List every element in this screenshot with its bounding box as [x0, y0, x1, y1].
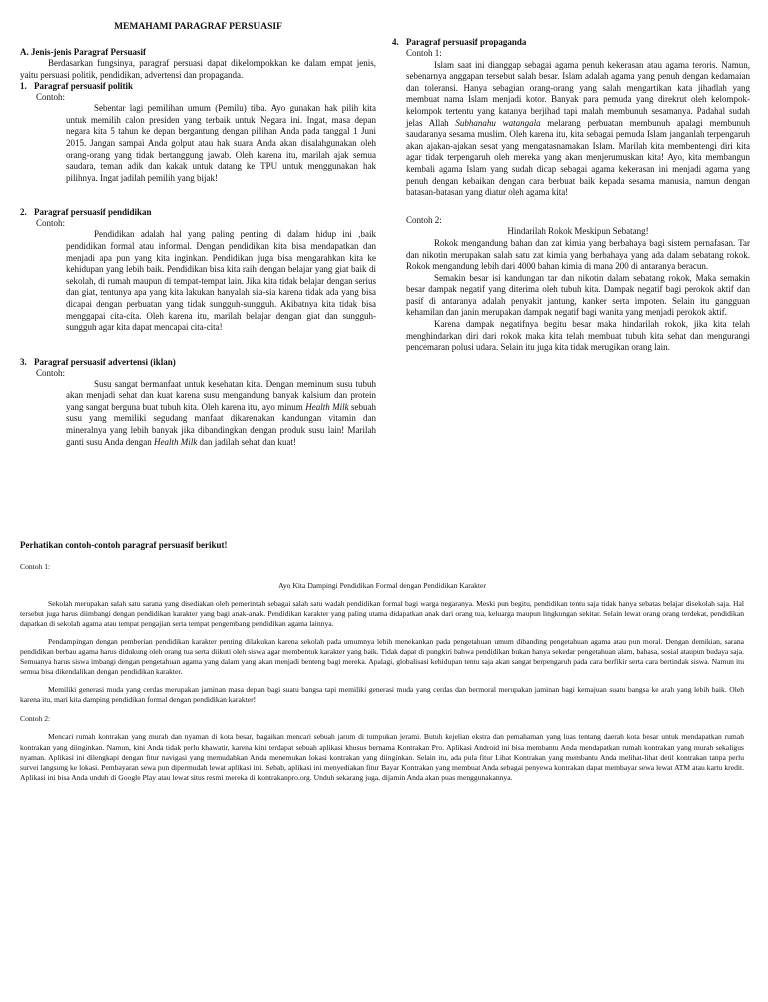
item-4-example-2-label: Contoh 2:: [406, 214, 442, 225]
item-4-ex1-part-b: melarang perbuatan membunuh apalagi membunuh saudaranya sesama muslim. Oleh karena itu, kita sebagai pemuda Islam janganlah terpengaruh akan ajakan-ajakan sesat yang mengatasnamakan Islam. Marilah kita membentengi diri kita agar tidak terpengaruh oleh mereka yang akan menjerumuskan kita! Ayo, kita membangun kembali agama Islam yang sudah dicap sebagai agama kekerasan ini menjadi agama yang penuh dengan kebaikan dengan cara berbuat baik kepada sesama manusia, namun dengan batasan-batasan yang diatur oleh agama kita!: [406, 117, 750, 198]
item-4-example-2-title: Hindarilah Rokok Meskipun Sebatang!: [507, 226, 649, 237]
page-title: MEMAHAMI PARAGRAF PERSUASIF: [114, 22, 282, 32]
item-2-body: Pendidikan adalah hal yang paling penting di dalam hidup ini ,baik pendidikan formal atau informal. Dengan pendidikan kita bisa mendapatkan dan menjadi apa pun yang kita inginkan. Pendidikan juga bisa mengarahkan kita ke kehidupan yang lebih baik. Pendidikan bisa kita raih dengan belajar yang giat baik di sekolah, di rumah maupun di tempat-tempat lain. Jika kita tidak belajar dengan serius dan giat, tentunya apa yang kita lakukan hanyalah sia-sia karena tidak ada yang bisa dicapai dengan perbuatan yang tidak sungguh-sungguh. Akibatnya kita tidak bisa menggapai cita-cita. Oleh karena itu, marilah belajar dengan giat dan sungguh-sungguh agar kita dapat mencapai cita-cita!: [66, 229, 376, 333]
bottom-example-2-label: Contoh 2:: [20, 714, 51, 724]
item-2-number: 2.: [20, 207, 27, 218]
item-3-title: Paragraf persuasif advertensi (iklan): [34, 356, 176, 367]
item-1-body: Sebentar lagi pemilihan umum (Pemilu) tiba. Ayo gunakan hak pilih kita untuk memilih calon presiden yang terbaik untuk Negara ini. Ingat, masa depan negara kita 5 tahun ke depan bergantung dengan pilihan Anda pada tanggal 1 Juni 2015. Jangan sampai Anda golput atau hak suara Anda akan disalahgunakan oleh orang-orang yang tidak bertanggung jawab. Oleh karena itu, marilah ajak semua saudara, teman adik dan kakak untuk datang ke TPU untuk menggunakan hak pilihnya. Ingat jadilah pemilih yang bijak!: [66, 103, 376, 183]
section-a-heading: A. Jenis-jenis Paragraf Persuasif: [20, 47, 146, 57]
item-3-number: 3.: [20, 356, 27, 367]
item-1-heading: [20, 81, 376, 92]
left-column: [20, 0, 376, 448]
item-3-heading: [20, 357, 376, 368]
bottom-example-1-p2: Pendampingan dengan pemberian pendidikan karakter penting dilakukan karena sekolah pada umumnya lebih menekankan pada pengetahuan umum dibanding pengetahuan agama atau pun moral. Dengan demikian, sarana pendidikan berbau agama harus didukung oleh orang tua serta diikuti oleh siswa agar membentuk karakter yang baik. Tidak dapat di pungkiri bahwa pendidikan bukan hanya sekedar pengetahuan alam, bahasa, sosial ataupun budaya saja. Semuanya harus siswa imbangi dengan pengetahuan agama yang dalam yang akan menjadi benteng bagi mereka. Apalagi, globalisasi kehidupan tentu saja akan sangat berpengaruh pada cara berfikir serta cara bertindak siswa. Namun itu semua bisa dikendalikan dengan pendidikan karakter.: [20, 636, 744, 677]
item-4-example-2-p1: Rokok mengandung bahan dan zat kimia yang berbahaya bagi sistem pernafasan. Tar dan nikotin merupakan salah satu zat kimia yang berbahaya yang ada dalam sebatang rokok. Rokok mengandung lebih dari 4000 bahan kimia di mana 200 di antaranya beracun.: [406, 237, 750, 272]
bottom-example-1-p3: Memiliki generasi muda yang cerdas merupakan jaminan masa depan bagi suatu bangsa tapi memiliki generasi muda yang cerdas dan bermoral merupakan jaminan bagi kemajuan suatu bangsa ke arah yang lebih baik. Oleh karena itu, mari kita damping pendidikan formal dengan pendidikan karakter!: [20, 685, 744, 705]
examples-heading: Perhatikan contoh-contoh paragraf persuasif berikut!: [20, 540, 228, 550]
item-1-number: 1.: [20, 81, 27, 92]
item-2-label: Contoh:: [36, 218, 66, 229]
item-3-brand-2: Health Milk: [154, 436, 198, 447]
section-a-intro: Berdasarkan fungsinya, paragraf persuasi dapat dikelompokkan ke dalam empat jenis, yaitu persuasi politik, pendidikan, advertensi dan propaganda.: [20, 58, 376, 80]
item-1-label: Contoh:: [36, 92, 66, 103]
right-column: [392, 0, 750, 354]
item-4-title: Paragraf persuasif propaganda: [406, 37, 527, 47]
item-4-heading: [392, 37, 750, 48]
item-2-title: Paragraf persuasif pendidikan: [34, 207, 152, 218]
item-4-ex1-part-a: Islam saat ini dianggap sebagai agama penuh kekerasan atau agama teroris. Namun, sebenarnya anggapan tersebut salah besar. Islam adalah agama yang penuh dengan kedamaian dan toleransi. Hanya sebagian orang-orang yang salah mengartikan kata jihadlah yang membuat nama Islam menjadi kotor. Banyak para pemuda yang direkrut oleh kelompok-kelompok tertentu yang katanya berjihad tapi malah membunuh sesamanya. Padahal sudah jelas Allah: [406, 59, 750, 128]
bottom-example-1-label: Contoh 1:: [20, 561, 51, 571]
item-4-example-1-body: [406, 60, 750, 199]
item-4-ex1-italic: Subhanahu watangala: [455, 117, 541, 128]
item-4-number: 4.: [392, 37, 399, 47]
item-4-example-2-p3: Karena dampak negatifnya begitu besar maka hindarilah rokok, jika kita telah menghindarkan diri dari rokok maka kita telah membuat tubuh kita sehat dan mengurangi pencemaran polusi udara. Selain itu juga kita tidak merugikan orang lain.: [406, 319, 750, 353]
item-1-title: Paragraf persuasif politik: [34, 81, 133, 92]
bottom-example-2-p1: Mencari rumah kontrakan yang murah dan nyaman di kota besar, bagaikan mencari sebuah jarum di tumpukan jerami. Butuh kejelian ekstra dan pemahaman yang luas tentang daerah kota besar untuk mendapatkan rumah kontrakan yang diinginkan. Namun, kini Anda tidak perlu khawatir, karena kini terdapat sebuah aplikasi khusus bernama Kontrakan Pro. Aplikasi Android ini bisa membantu Anda mendapatkan rumah kontrakan yang murah sekaligus nyaman. Aplikasi ini dilengkapi dengan fitur navigasi yang memudahkan Anda menemukan lokasi kontrakan yang diinginkan. Selain itu, ada pula fitur Lihat Kontrakan yang membantu Anda melihat-lihat detil kontrakan tanpa perlu survei langsung ke lokasi. Pembayaran sewa pun dipermudah lewat aplikasi ini. Sebab, aplikasi ini menyediakan fitur Bayar Kontrakan yang membuat Anda sebagai penyewa kontrakan dapat membayar sewa lewat ATM atau kartu kredit. Aplikasi ini bisa Anda unduh di Google Play atau lewat situs resmi mereka di kontrakanpro.org. Unduh sekarang juga, dijamin Anda akan puas menggunakannya.: [20, 732, 744, 782]
item-4-example-2-p2: Semakin besar isi kandungan tar dan nikotin dalam sebatang rokok, Maka semakin besar dampak negatif yang diterima oleh tubuh kita. Dampak negatif bagi perokok aktif dan pasif di antaranya adalah penyakit jantung, kanker serta impoten. Selain itu gangguan kehamilan dan janin merupakan dampak negatif bagi wanita yang menjadi perokok aktif.: [406, 272, 750, 318]
item-3-body-part-b: sebuah susu yang memiliki segudang manfaat dikarenakan kandungan vitamin dan mineralnya yang lebih banyak jika dibandingkan dengan produk susu lain! Marilah ganti susu Anda dengan: [66, 401, 376, 447]
item-3-label: Contoh:: [36, 367, 66, 378]
examples-section: [20, 540, 744, 783]
item-3-body: [66, 379, 376, 449]
bottom-example-1-p1: Sekolah merupakan salah satu sarana yang disediakan oleh pemerintah sebagai salah satu wadah pendidikan formal bagi warga negaranya. Meski pun begitu, pendidikan tentu saja tidak hanya sebatas belajar disekolah saja. Hal tersebut juga harus diimbangi dengan pendidikan karakter yang bagi anak-anak. Pendidikan karakter yang paling utama didapatkan anak dari orang tua, keluarga maupun lingkungan sekitar. Selain lewat orang orang terdekat, pendidikan dapatkan di sekolah agama atau tempat pengajian serta tempat pengembang pendidikan agama lainnya.: [20, 598, 744, 628]
item-4-example-1-label: Contoh 1:: [406, 48, 442, 58]
item-3-body-part-c: dan jadilah sehat dan kuat!: [197, 436, 296, 447]
item-3-brand: Health Milk: [305, 401, 349, 412]
item-2-heading: [20, 207, 376, 218]
item-3-body-part-a: Susu sangat bermanfaat untuk kesehatan kita. Dengan meminum susu tubuh akan menjadi sehat dan kuat karena susu mengandung banyak kalsium dan protein yang sangat berguna buat tubuh kita. Oleh karena itu, ayo minum: [66, 378, 376, 412]
bottom-example-1-title: Ayo Kita Dampingi Pendidikan Formal dengan Pendidikan Karakter: [278, 580, 486, 590]
